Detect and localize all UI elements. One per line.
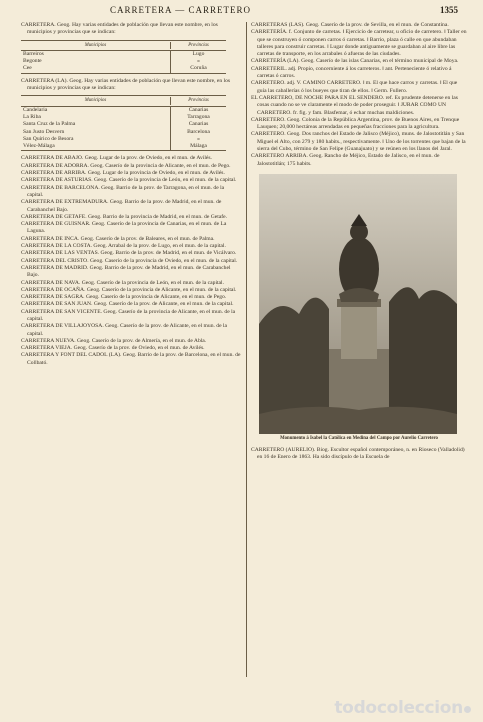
col-header-provincias: Provincias (170, 42, 226, 49)
table-row (21, 65, 226, 72)
cell-municipio: Candelaria (23, 106, 48, 113)
dictionary-entry: CARRETERÍA. f. Conjunto de carretas. ‖ Ejercicio de carretear, u oficio de carretero. ‖ Taller en que se construyen ó componen carros ó carretas. ‖ Barrio, plaza ó calle en que abundaban talleres para construir carretas. ‖ Lugar donde antiguamente se guardaban al aire libre las carretas de transporte, en los arrabales ó afueras de las ciudades. (251, 29, 467, 58)
table-row (21, 51, 226, 58)
dictionary-entry: CARRETERA DE NAVA. Geog. Caserío de la provincia de León, en el mun. de la capital. (21, 279, 224, 286)
table-row (21, 114, 226, 121)
dictionary-entry: CARRETERA Y FONT DEL CADOL (LA). Geog. Barrio de la prov. de Barcelona, en el mun. de Collbató. (21, 352, 241, 366)
cell-provincia: » (170, 58, 226, 65)
dictionary-entry: CARRETERA DEL CRISTO. Geog. Caserío de la provincia de Oviedo, en el mun. de la capital. (21, 257, 238, 264)
cell-municipio: Begonte (23, 58, 42, 65)
dictionary-entry: CARRETERA DE SAN JUAN. Geog. Caserío de la prov. de Alicante, en el mun. de la capital. (21, 301, 234, 308)
monument-illustration (259, 174, 457, 434)
dictionary-entry: CARRETERAS (LAS). Geog. Caserío de la prov. de Sevilla, en el mun. de Constantina. (251, 22, 449, 28)
running-title: CARRETERA — CARRETERO (110, 5, 252, 15)
table-municipios-2 (21, 95, 226, 151)
col-header-provincias: Provincias (170, 97, 226, 104)
figure-caption: Monumento á Isabel la Católica en Medina del Campo por Aurelio Carretero (280, 435, 438, 441)
table-row (21, 121, 226, 128)
dictionary-entry: CARRETERO. Geog. Colonia de la República Argentina, prov. de Buenos Aires, en Trenque Lauquen; 20,000 hectáreas arrendadas en pequeñas fracciones para la agricultura. (251, 116, 460, 131)
dictionary-entry: CARRETERÍA (LA). Geog. Caserío de las islas Canarias, en el término municipal de Moya. (251, 58, 459, 65)
dictionary-entry: CARRETERO ARRIBA. Geog. Rancho de Méjico, Estado de Jalisco, en el mun. de Jalostotitlán; 175 habits. (251, 153, 440, 167)
dictionary-entry: CARRETERA DE OCAÑA. Geog. Caserío de la provincia de Alicante, en el mun. de la capital. (21, 286, 237, 293)
dictionary-entry: CARRETERA DE LA COSTA. Geog. Arrabal de la prov. de Lugo, en el mun. de la capital. (21, 243, 226, 250)
col-header-municipios: Municipios (84, 98, 107, 104)
dictionary-entry: CARRETERO. Geog. Dos ranchos del Estado de Jalisco (Méjico), muns. de Jalostotitlán y San Miguel el Alto, con 279 y 180 habits., respectivamente. ‖ Uno de los torrentes que bajan de la sierra del Cubo, término de San Felipe (Guanajuato) y se reúnen en los llanos del Jaral. (251, 131, 466, 153)
watermark (334, 698, 471, 718)
table-row (21, 129, 226, 136)
table-header (21, 96, 226, 106)
cell-provincia: » (170, 136, 226, 143)
dictionary-entry: CARRETERA DE ADORRA. Geog. Caserío de la provincia de Alicante, en el mun. de Pego. (21, 162, 231, 169)
watermark-text: todocoleccion (334, 698, 463, 718)
monument-photo (259, 174, 457, 434)
table-row (21, 58, 226, 65)
dictionary-entry: CARRETERO (AURELIO). Biog. Escultor español contemporáneo, n. en Rioseco (Valladolid) en 16 de Enero de 1863. Ha sido discípulo de la Escuela de (251, 446, 465, 461)
right-column (251, 22, 467, 462)
dictionary-entry: CARRETERIL. adj. Propio, concerniente á los carreteros. ‖ ant. Perteneciente ó relativo á carretas ó carros. (251, 65, 452, 80)
cell-municipio: San Quirico de Besora (23, 135, 74, 142)
left-column (21, 22, 241, 367)
table-municipios-1 (21, 40, 226, 74)
dictionary-entry: CARRETERA DE ABAJO. Geog. Lugar de la prov. de Oviedo, en el mun. de Avilés. (21, 155, 212, 162)
table-row (21, 136, 226, 143)
cell-municipio: San Justo Desvern (23, 128, 65, 135)
table-row (21, 143, 226, 150)
cell-municipio: Cee (23, 65, 32, 72)
dictionary-entry: CARRETERA DE VILLAJOYOSA. Geog. Caserío de la prov. de Alicante, en el mun. de la capital. (21, 323, 227, 337)
dictionary-entry: CARRETERA DE LAS VENTAS. Geog. Barrio de la prov. de Madrid, en el mun. de Vicálvaro. (21, 250, 237, 257)
cell-municipio: Santa Cruz de la Palma (23, 121, 76, 128)
entry-intro-1: CARRETERA. Geog. Hay varias entidades de población que llevan este nombre, en los municipios y provincias que se indican: (21, 22, 218, 36)
watermark-dot-icon (464, 706, 471, 713)
table-row (21, 107, 226, 114)
cell-provincia: Canarias (170, 107, 226, 114)
dictionary-entry: CARRETERA VIEJA. Geog. Caserío de la prov. de Oviedo, en el mun. de Avilés. (21, 345, 205, 352)
cell-provincia: Málaga (170, 143, 226, 150)
dictionary-entry: CARRETERA DE GETAFE. Geog. Barrio de la provincia de Madrid, en el mun. de Getafe. (21, 213, 228, 220)
dictionary-entry: CARRETERA DE ASTURIAS. Geog. Caserío de la provincia de León, en el mun. de la capital. (21, 177, 237, 184)
dictionary-entry: CARRETERA DE MADRID. Geog. Barrio de la prov. de Madrid, en el mun. de Carabanchel Bajo. (21, 264, 231, 279)
dictionary-entry: CARRETERA DE EXTREMADURA. Geog. Barrio de la prov. de Madrid, en el mun. de Carabanchel Bajo. (21, 199, 222, 213)
entry-intro-2: CARRETERA (LA). Geog. Hay varias entidades de población que llevan este nombre, en los municipios y provincias que se indican: (21, 77, 231, 92)
dictionary-entry: CARRETERA DE BARCELONA. Geog. Barrio de la prov. de Tarragona, en el mun. de la capital. (21, 184, 225, 198)
dictionary-entry: CARRETERA DE GUISNAR. Geog. Caserío de la provincia de Canarias, en el mun. de La Laguna. (21, 221, 227, 235)
dictionary-entry: CARRETERO. adj. V. CAMINO CARRETERO. ‖ m. El que hace carros y carretas. ‖ El que guía las caballerías ó los bueyes que tiran de ellos. ‖ Germ. Fullero. (251, 80, 458, 94)
dictionary-entry: EL CARRETERO, DE NOCHE PARA EN EL SENDERO. ref. Es prudente detenerse en las cosas cuando no se ve claramente el modo de poder proseguir. ‖ JURAR COMO UN CARRETERO. fr. fig. y fam. Blasfemar, ó echar muchas maldiciones. (251, 94, 458, 116)
cell-municipio: Vélez-Málaga (23, 143, 55, 150)
dictionary-entry: CARRETERA DE INCA. Geog. Caserío de la prov. de Baleares, en el mun. de Palma. (21, 235, 215, 242)
column-divider (246, 22, 247, 677)
cell-municipio: La Riba (23, 113, 41, 120)
dictionary-entry: CARRETERA DE SAGRA. Geog. Caserío de la provincia de Alicante, en el mun. de Pego. (21, 294, 227, 301)
page-number: 1355 (440, 5, 458, 15)
cell-municipio: Barreiros (23, 50, 44, 57)
dictionary-entry: CARRETERA NUEVA. Geog. Caserío de la prov. de Almería, en el mun. de Abla. (21, 337, 207, 344)
table-header (21, 41, 226, 51)
col-header-municipios: Municipios (84, 42, 107, 48)
dictionary-entry: CARRETERA DE SAN VICENTE. Geog. Caserío de la provincia de Alicante, en el mun. de la capital. (21, 308, 236, 322)
cell-provincia: Tarragona (170, 114, 226, 121)
dictionary-entry: CARRETERA DE ARRIBA. Geog. Lugar de la provincia de Oviedo, en el mun. de Avilés. (21, 170, 225, 177)
cell-provincia: Barcelona (170, 129, 226, 136)
cell-provincia: Canarias (170, 121, 226, 128)
cell-provincia: Coruña (170, 65, 226, 72)
page-header (0, 5, 483, 19)
cell-provincia: Lugo (170, 51, 226, 58)
